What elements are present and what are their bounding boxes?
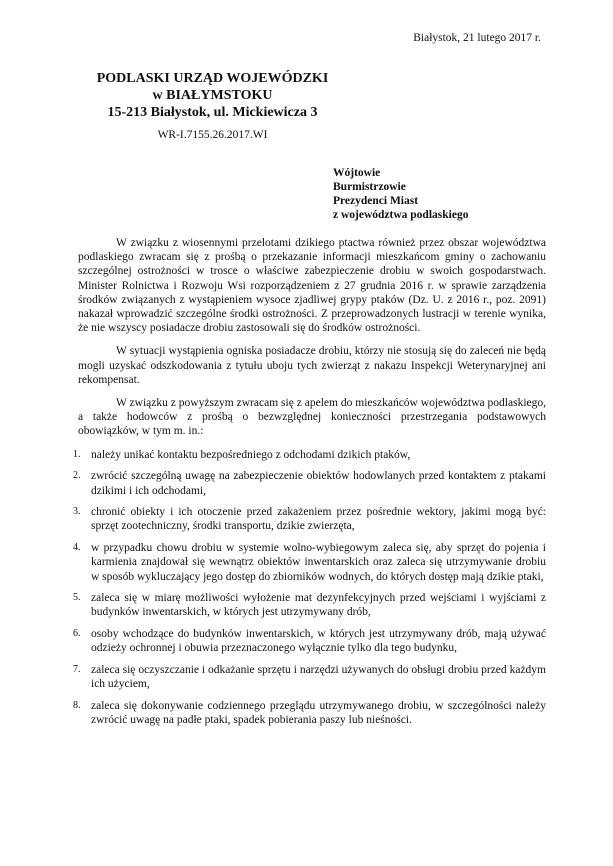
list-item-number: 4. [73, 542, 81, 554]
recipients-block [333, 166, 468, 222]
list-item-number: 6. [73, 628, 81, 640]
body-paragraph: W związku z wiosennymi przelotami dzikiego ptactwa również przez obszar województwa podlaskiego zwracam się z prośbą o przekazanie informacji mieszkańcom gminy o zachowaniu szczególnej ostrożności w trosce o właściwe zabezpieczenie drobiu w swoich gospodarstwach. Minister Rolnictwa i Rozwoju Wsi rozporządzeniem z 27 grudnia 2016 r. w sprawie zarządzenia środków związanych z wystąpieniem wysoce zjadliwej grypy ptaków (Dz. U. z 2016 r., poz. 2091) nakazał wprowadzić szczególne środki ostrożności. Z przeprowadzonych lustracji w terenie wynika, że nie wszyscy posiadacze drobiu zastosowali się do środków ostrożności. [78, 237, 546, 335]
list-item-text: chronić obiekty i ich otoczenie przed zakażeniem przez pośrednie wektory, jakimi mogą być: sprzęt zootechniczny, środki transportu, dzikie zwierzęta, [91, 506, 546, 533]
sender-block [70, 70, 355, 121]
list-item [73, 591, 546, 619]
list-item-number: 2. [73, 470, 81, 482]
list-item [73, 469, 546, 497]
list-item [73, 663, 546, 691]
list-item-number: 7. [73, 664, 81, 676]
list-item-number: 1. [73, 448, 81, 460]
list-item [73, 448, 546, 462]
letter-body [73, 236, 546, 735]
list-item [73, 505, 546, 533]
recipient-line: z województwa podlaskiego [333, 209, 469, 221]
list-item-text: osoby wchodzące do budynków inwentarskich, w których jest utrzymywany drób, mają używać odzieży ochronnej i obuwia przeznaczonego wyłącznie tylko dla tego budynku, [91, 628, 546, 655]
list-item [73, 699, 546, 727]
recipient-line: Burmistrzowie [333, 181, 406, 193]
list-item-number: 8. [73, 699, 81, 711]
list-item-text: zaleca się w miarę możliwości wyłożenie mat dezynfekcyjnych przed wejściami i wyjściami z budynków inwentarskich, w których jest utrzymywany drób, [91, 592, 546, 619]
list-item-text: należy unikać kontaktu bezpośredniego z odchodami dzikich ptaków, [91, 448, 411, 461]
list-item-text: zwrócić szczególną uwagę na zabezpieczenie obiektów hodowlanych przed kontaktem z ptakami dzikimi i ich odchodami, [91, 470, 546, 497]
list-item-text: w przypadku chowu drobiu w systemie wolno-wybiegowym zaleca się, aby sprzęt do pojenia i karmienia znajdował się wewnątrz obiektów inwentarskich oraz zaleca się utrzymywanie drobiu w sposób wykluczający jego dostęp do zbiorników wodnych, do których dostęp mają dzikie ptaki, [91, 542, 546, 583]
list-item-text: zaleca się oczyszczanie i odkażanie sprzętu i narzędzi używanych do obsługi drobiu przed każdym ich użyciem, [91, 664, 546, 691]
sender-line-2: w BIAŁYMSTOKU [152, 88, 273, 103]
recipient-line: Prezydenci Miast [333, 195, 419, 207]
recipient-line: Wójtowie [333, 167, 381, 179]
list-item [73, 541, 546, 584]
sender-line-1: PODLASKI URZĄD WOJEWÓDZKI [96, 71, 329, 86]
list-item-number: 5. [73, 592, 81, 604]
date-line: Białystok, 21 lutego 2017 r. [413, 32, 541, 44]
list-item-number: 3. [73, 506, 81, 518]
body-paragraph: W związku z powyższym zwracam się z apelem do mieszkańców województwa podlaskiego, a także hodowców z prośbą o bezwzględnej konieczności przestrzegania podstawowych obowiązków, w tym m. in.: [78, 397, 546, 438]
list-item-text: zaleca się dokonywanie codziennego przeglądu utrzymywanego drobiu, w szczególności należy zwrócić uwagę na padłe ptaki, spadek pobierania paszy lub nieśności. [91, 699, 546, 727]
body-paragraph: W sytuacji wystąpienia ogniska posiadacze drobiu, którzy nie stosują się do zaleceń nie będą mogli uzyskać odszkodowania z tytułu uboju tych zwierząt z nakazu Inspekcji Weterynaryjnej ani rekompensat. [78, 345, 546, 386]
recommendations-list [73, 448, 546, 728]
reference-number: WR-I.7155.26.2017.WI [157, 129, 268, 141]
sender-line-3: 15-213 Białystok, ul. Mickiewicza 3 [107, 105, 318, 120]
list-item [73, 627, 546, 655]
